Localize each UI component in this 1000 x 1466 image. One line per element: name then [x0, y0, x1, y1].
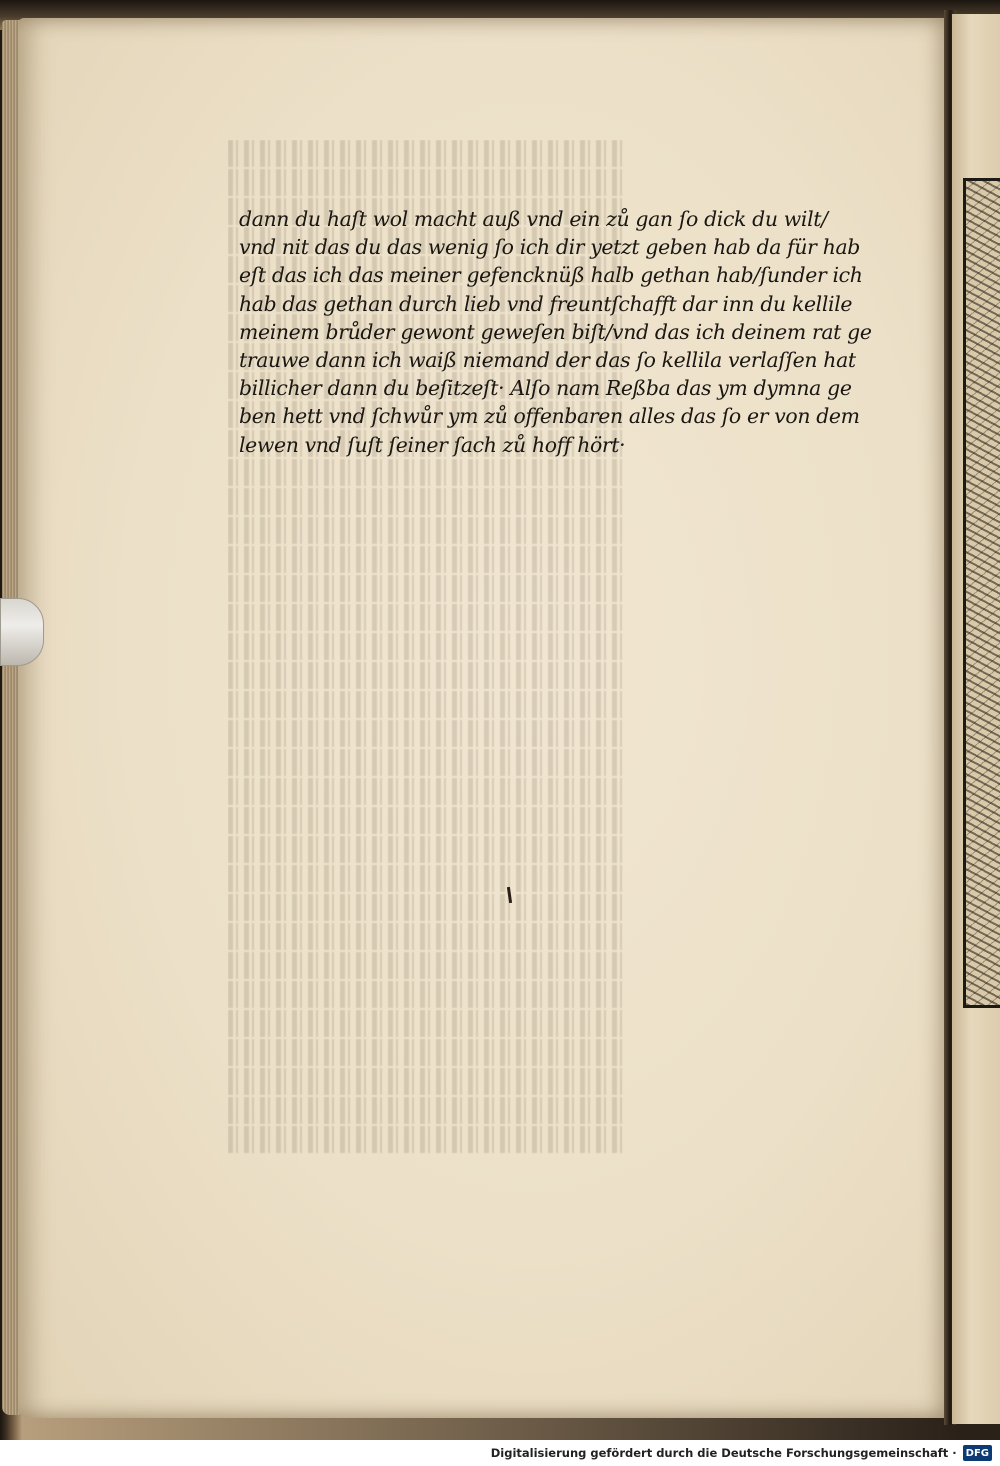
woodcut-illustration — [963, 178, 1000, 1008]
text-line: trauwe dann ich waiß niemand der das ſo kellila verlaſſen hat — [239, 348, 856, 373]
text-line: billicher dann du beſitzeſt· Alſo nam Reßba das ym dymna ge — [239, 376, 852, 401]
printed-text-block — [239, 205, 872, 459]
text-line: vnd nit das du das wenig ſo ich dir yetzt geben hab da für hab — [239, 235, 860, 260]
text-line: dann du haſt wol macht auß vnd ein zů gan ſo dick du wilt/ — [239, 207, 828, 231]
text-line: ben hett vnd ſchwůr ym zů offenbaren alles das ſo er von dem — [239, 404, 860, 429]
dfg-logo: DFG — [963, 1445, 992, 1461]
text-line: eſt das ich das meiner gefencknüß halb gethan hab/ſunder ich — [239, 263, 863, 288]
text-line: lewen vnd ſuſt ſeiner ſach zů hoff hört· — [239, 432, 626, 457]
text-line: hab das gethan durch lieb vnd freuntſchafft dar inn du kellile — [239, 291, 853, 316]
page-clip — [0, 598, 44, 666]
funding-footer — [0, 1440, 1000, 1466]
text-line: meinem brůder gewont geweſen biſt/vnd das ich deinem rat ge — [239, 319, 872, 344]
funding-note: Digitalisierung gefördert durch die Deutsche Forschungsgemeinschaft · — [490, 1446, 957, 1460]
